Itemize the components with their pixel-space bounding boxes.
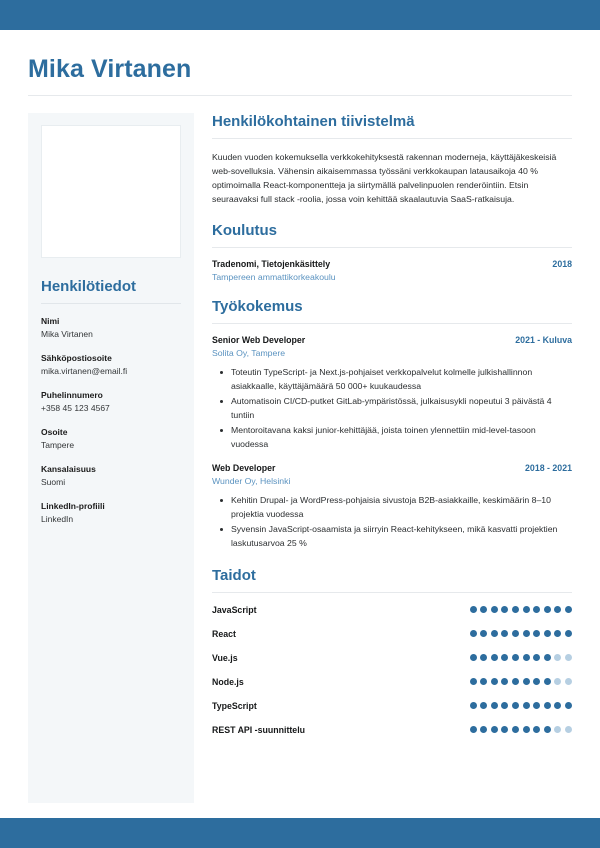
skill-dot-filled (544, 702, 551, 709)
two-column-layout (28, 113, 572, 803)
field-label: Osoite (41, 426, 68, 437)
skill-dot-filled (565, 606, 572, 613)
skills-list (212, 605, 572, 735)
skill-dot-filled (512, 630, 519, 637)
skill-dot-filled (491, 678, 498, 685)
skill-dot-filled (501, 726, 508, 733)
skill-name: TypeScript (212, 700, 257, 711)
entry-bullet: Syvensin JavaScript-osaamista ja siirryin React-kehitykseen, mikä kasvatti projektien laskutusarvoa 25 % (231, 523, 572, 551)
skill-dot-filled (533, 630, 540, 637)
section-skills (212, 567, 572, 735)
skill-dot-filled (501, 606, 508, 613)
entry-date: 2018 - 2021 (525, 462, 572, 473)
skill-dot-filled (554, 606, 561, 613)
skill-dot-filled (523, 654, 530, 661)
skill-name: REST API -suunnittelu (212, 724, 306, 735)
photo-placeholder (41, 125, 181, 258)
section-divider (212, 592, 572, 593)
skill-dot-filled (533, 726, 540, 733)
main-column (194, 113, 572, 749)
skill-dot-filled (501, 630, 508, 637)
skill-level-dots (470, 726, 572, 733)
sidebar-heading-divider (41, 303, 181, 304)
entry (212, 335, 572, 452)
skill-dot-filled (480, 654, 487, 661)
field-value: Suomi (41, 477, 66, 488)
entry-subtitle: Wunder Oy, Helsinki (212, 475, 291, 486)
entry-title: Web Developer (212, 462, 276, 473)
entry (212, 259, 572, 282)
entry-bullet: Toteutin TypeScript- ja Next.js-pohjaiset verkkopalvelut kolmelle julkishallinnon asiakkaalle, käyttäjämäärä 50 000+ kuukaudessa (231, 366, 572, 394)
skill-dot-filled (491, 606, 498, 613)
title-divider (28, 95, 572, 96)
skill-dot-filled (491, 654, 498, 661)
section-heading-education: Koulutus (212, 222, 277, 240)
entry-bullet-list (212, 366, 572, 452)
experience-entry-list (212, 335, 572, 550)
skill-level-dots (470, 702, 572, 709)
entry-title: Tradenomi, Tietojenkäsittely (212, 259, 331, 270)
entry-header (212, 259, 572, 269)
skill-dot-filled (470, 702, 477, 709)
skill-dot-filled (565, 702, 572, 709)
field-value: mika.virtanen@email.fi (41, 366, 128, 377)
section-summary (212, 113, 572, 206)
skill-dot-filled (523, 606, 530, 613)
skill-dot-filled (512, 678, 519, 685)
entry-header (212, 335, 572, 345)
skill-dot-filled (554, 630, 561, 637)
skill-row (212, 653, 572, 663)
skill-dot-filled (512, 702, 519, 709)
personal-details-list (41, 316, 181, 526)
personal-detail-field (41, 353, 181, 378)
skill-dot-filled (501, 702, 508, 709)
entry-date: 2018 (552, 259, 572, 270)
skill-dot-filled (512, 726, 519, 733)
entry-bullet: Automatisoin CI/CD-putket GitLab-ympäristössä, julkaisusykli nopeutui 3 päivästä 4 tuntiin (231, 395, 572, 423)
entry-subtitle: Tampereen ammattikorkeakoulu (212, 272, 336, 283)
skill-dot-filled (470, 606, 477, 613)
skill-dot-filled (512, 654, 519, 661)
field-label: Puhelinnumero (41, 389, 103, 400)
field-label: Nimi (41, 316, 60, 326)
page-title: Mika Virtanen (28, 55, 192, 83)
skill-dot-empty (565, 654, 572, 661)
skill-dot-filled (544, 630, 551, 637)
skill-row (212, 701, 572, 711)
entry-date: 2021 - Kuluva (515, 335, 572, 346)
field-label: Kansalaisuus (41, 463, 96, 474)
skill-name: Vue.js (212, 652, 238, 663)
education-entry-list (212, 259, 572, 282)
skill-name: JavaScript (212, 604, 257, 615)
section-divider (212, 323, 572, 324)
summary-text: Kuuden vuoden kokemuksella verkkokehityksestä rakennan moderneja, käyttäjäkeskeisiä web-sovelluksia. Vähensin aikaisemmassa työssäni verkkokaupan latausaikoja 40 % optimoimalla React-komponentteja ja siirtymällä palvelinpuolen renderöintiin. Etsin seuraavaksi full stack -roolia, jossa voin kehittää skaalautuvia SaaS-ratkaisuja. (212, 152, 557, 205)
skill-dot-filled (470, 726, 477, 733)
entry-bullet: Mentoroitavana kaksi junior-kehittäjää, joista toinen ylennettiin mid-level-tasoon vuodessa (231, 424, 572, 452)
section-divider (212, 138, 572, 139)
section-divider (212, 247, 572, 248)
skill-dot-filled (533, 606, 540, 613)
skill-dot-filled (480, 678, 487, 685)
field-value: +358 45 123 4567 (41, 403, 110, 414)
skill-dot-filled (544, 726, 551, 733)
skill-dot-filled (512, 606, 519, 613)
skill-dot-filled (523, 630, 530, 637)
skill-dot-filled (544, 654, 551, 661)
skill-level-dots (470, 606, 572, 613)
skill-dot-filled (565, 630, 572, 637)
top-accent-bar (0, 0, 600, 30)
field-value: Mika Virtanen (41, 329, 93, 340)
skill-name: React (212, 628, 236, 639)
skill-dot-filled (523, 726, 530, 733)
skill-row (212, 605, 572, 615)
skill-dot-empty (554, 726, 561, 733)
entry-bullet: Kehitin Drupal- ja WordPress-pohjaisia sivustoja B2B-asiakkaille, keskimäärin 8–10 projektia vuodessa (231, 494, 572, 522)
field-label: LinkedIn-profiili (41, 500, 105, 511)
skill-level-dots (470, 678, 572, 685)
skill-dot-filled (491, 702, 498, 709)
entry-bullet-list (212, 494, 572, 551)
skill-name: Node.js (212, 676, 244, 687)
skill-row (212, 629, 572, 639)
entry-header (212, 463, 572, 473)
skill-level-dots (470, 630, 572, 637)
skill-row (212, 725, 572, 735)
resume-content (0, 30, 600, 818)
field-label: Sähköpostiosoite (41, 352, 112, 363)
sidebar (28, 113, 194, 803)
section-experience (212, 298, 572, 550)
entry-title: Senior Web Developer (212, 335, 306, 346)
skill-dot-filled (554, 702, 561, 709)
section-education (212, 222, 572, 282)
skill-dot-filled (501, 678, 508, 685)
field-value: Tampere (41, 440, 75, 451)
skill-level-dots (470, 654, 572, 661)
skill-dot-filled (523, 702, 530, 709)
skill-dot-filled (480, 630, 487, 637)
skill-dot-filled (470, 654, 477, 661)
skill-dot-empty (554, 678, 561, 685)
personal-detail-field (41, 316, 181, 341)
skill-dot-filled (470, 678, 477, 685)
personal-detail-field (41, 427, 181, 452)
skill-dot-filled (480, 726, 487, 733)
skill-dot-filled (480, 606, 487, 613)
skill-dot-filled (470, 630, 477, 637)
skill-dot-filled (533, 654, 540, 661)
skill-dot-filled (544, 606, 551, 613)
skill-dot-filled (480, 702, 487, 709)
skill-dot-empty (554, 654, 561, 661)
bottom-accent-bar (0, 818, 600, 848)
section-heading-summary: Henkilökohtainen tiivistelmä (212, 113, 415, 130)
section-heading-skills: Taidot (212, 566, 256, 584)
skill-dot-filled (544, 678, 551, 685)
skill-dot-empty (565, 726, 572, 733)
skill-dot-filled (523, 678, 530, 685)
section-heading-experience: Työkokemus (212, 298, 303, 316)
skill-dot-filled (491, 726, 498, 733)
sidebar-heading-personal-details: Henkilötiedot (41, 278, 137, 295)
entry (212, 463, 572, 551)
personal-detail-field (41, 390, 181, 415)
skill-row (212, 677, 572, 687)
personal-detail-field (41, 501, 181, 526)
skill-dot-filled (491, 630, 498, 637)
field-value: LinkedIn (41, 514, 74, 525)
entry-subtitle: Solita Oy, Tampere (212, 348, 286, 359)
skill-dot-filled (533, 702, 540, 709)
personal-detail-field (41, 464, 181, 489)
skill-dot-empty (565, 678, 572, 685)
skill-dot-filled (501, 654, 508, 661)
skill-dot-filled (533, 678, 540, 685)
